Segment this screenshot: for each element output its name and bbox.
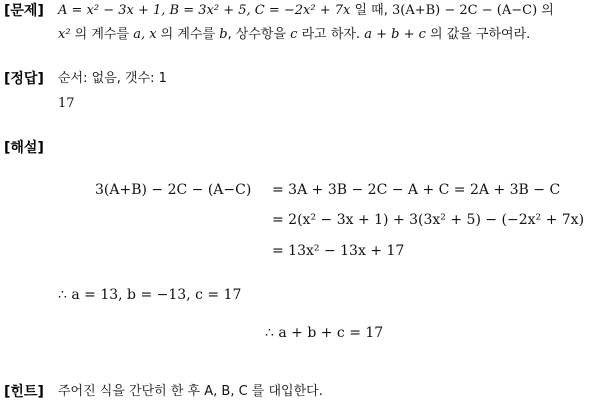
problem-text-let: 라고 하자. — [297, 27, 365, 42]
problem-line1-tail: 의 — [537, 3, 554, 18]
solution-label: [해설] — [4, 140, 44, 156]
problem-label: [문제] — [4, 3, 44, 19]
problem-text-coef-b: 의 계수를 — [156, 27, 220, 42]
solution-eq1-right: = 3A + 3B − 2C − A + C = 2A + 3B − C — [272, 182, 561, 198]
problem-x-squared: x² — [58, 27, 71, 42]
hint-label: [힌트] — [4, 384, 44, 400]
problem-text-coef-a: 의 계수를 — [70, 27, 134, 42]
problem-sum-expr: a + b + c — [364, 27, 426, 42]
solution-coefficients: ∴ a = 13, b = −13, c = 17 — [58, 287, 242, 303]
problem-var-b: b — [219, 27, 228, 42]
solution-eq1-left: 3(A+B) − 2C − (A−C) — [95, 182, 252, 198]
problem-var-c: c — [290, 27, 298, 42]
problem-text-const: , 상수항을 — [227, 27, 291, 42]
answer-label: [정답] — [4, 71, 44, 87]
solution-final: ∴ a + b + c = 17 — [265, 325, 384, 341]
problem-line-2 — [58, 26, 530, 44]
problem-text-find: 의 값을 구하여라. — [425, 27, 531, 42]
hint-text: 주어진 식을 간단히 한 후 A, B, C 를 대입한다. — [58, 384, 323, 399]
problem-line-1 — [58, 2, 554, 20]
problem-var-a-x: a, x — [133, 27, 157, 42]
problem-polynomials: A = x² − 3x + 1, B = 3x² + 5, C = −2x² + 7x — [58, 3, 351, 18]
answer-value: 17 — [58, 96, 75, 111]
answer-order-count: 순서: 없음, 갯수: 1 — [58, 71, 167, 86]
solution-eq2-right: = 2(x² − 3x + 1) + 3(3x² + 5) − (−2x² + 7x) — [272, 212, 585, 228]
solution-eq3-right: = 13x² − 13x + 17 — [272, 243, 405, 259]
problem-expression: 3(A+B) − 2C − (A−C) — [392, 3, 538, 18]
problem-condition-text: 일 때, — [350, 3, 392, 18]
